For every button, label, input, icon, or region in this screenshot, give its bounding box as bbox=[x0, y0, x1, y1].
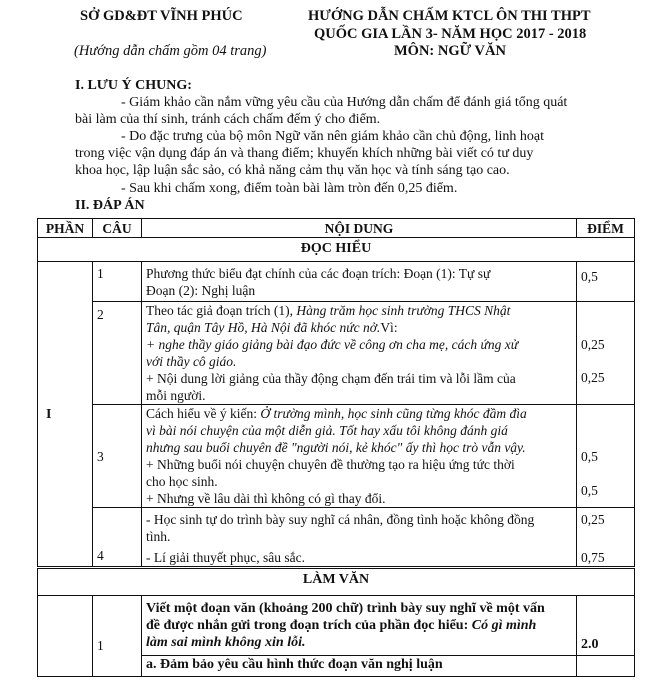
content-line: Đoạn (2): Nghị luận bbox=[146, 283, 256, 298]
section-title-reading: ĐỌC HIỂU bbox=[38, 238, 635, 262]
score-value: 0,25 bbox=[581, 370, 605, 385]
question-content bbox=[142, 405, 577, 508]
note2-line1: - Do đặc trưng của bộ môn Ngữ văn nên giám khảo cần chủ động, linh hoạt bbox=[121, 129, 545, 144]
content-line: vì bài nói chuyện của một diễn giả. Tốt hay xấu tôi không đánh giá bbox=[146, 423, 508, 438]
content-line: Phương thức biểu đạt chính của các đoạn trích: Đoạn (1): Tự sự bbox=[146, 266, 491, 281]
section-row-reading bbox=[38, 238, 635, 262]
content-quote: Hàng trăm học sinh trường THCS Nhật bbox=[296, 303, 511, 318]
note1-line1: - Giám khảo cần nắm vững yêu cầu của Hướng dẫn chấm để đánh giá tổng quát bbox=[121, 95, 568, 110]
content-line: + nghe thầy giáo giảng bài đạo đức về công ơn cha mẹ, cách ứng xử bbox=[146, 337, 519, 352]
table-row bbox=[38, 508, 635, 568]
question-content bbox=[142, 262, 577, 302]
question-number: 1 bbox=[93, 596, 142, 677]
question-content bbox=[142, 508, 577, 568]
doc-title-line2: QUỐC GIA LẦN 3- NĂM HỌC 2017 - 2018 bbox=[314, 26, 587, 42]
question-number: 1 bbox=[93, 262, 142, 302]
score-cell: 0,5 bbox=[577, 262, 635, 302]
content-line: + Những buổi nói chuyện chuyên đề thường tạo ra hiệu ứng tức thời bbox=[146, 457, 515, 472]
score-value: 0,5 bbox=[581, 483, 598, 498]
content-line: + Nhưng về lâu dài thì không có gì thay đổi. bbox=[146, 491, 386, 506]
col-part: PHẦN bbox=[38, 219, 93, 238]
col-score: ĐIỂM bbox=[577, 219, 635, 238]
table-row bbox=[38, 405, 635, 508]
score-cell: 2.0 bbox=[577, 596, 635, 656]
answer-heading: II. ĐÁP ÁN bbox=[75, 198, 145, 213]
part-cell bbox=[38, 596, 93, 677]
doc-title-line1: HƯỚNG DẪN CHẤM KTCL ÔN THI THPT bbox=[308, 8, 591, 24]
col-content: NỘI DUNG bbox=[142, 219, 577, 238]
note1-line2: bài làm của thí sinh, tránh cách chấm đếm ý cho điểm. bbox=[75, 112, 381, 127]
part-cell: I bbox=[38, 262, 93, 568]
answer-table bbox=[37, 218, 635, 677]
table-header-row bbox=[38, 219, 635, 238]
pages-note: (Hướng dẫn chấm gồm 04 trang) bbox=[74, 43, 267, 59]
org-name: SỞ GD&ĐT VĨNH PHÚC bbox=[80, 8, 243, 24]
content-line: - Học sinh tự do trình bày suy nghĩ cá nhân, đồng tình hoặc không đồng bbox=[146, 512, 535, 527]
section-row-writing bbox=[38, 568, 635, 596]
table-row bbox=[38, 302, 635, 405]
note2-line2: trong việc vận dụng đáp án và thang điểm; khuyến khích những bài viết có tư duy bbox=[75, 146, 534, 161]
question-content bbox=[142, 302, 577, 405]
score-cell bbox=[577, 302, 635, 405]
content-text: đề được nhắn gửi trong đoạn trích của phần đọc hiểu: bbox=[146, 618, 472, 633]
content-text: Theo tác giả đoạn trích (1), bbox=[146, 303, 297, 318]
col-question: CÂU bbox=[93, 219, 142, 238]
content-quote: Tân, quận Tây Hồ, Hà Nội đã khóc nức nở. bbox=[146, 320, 381, 335]
content-line: cho học sinh. bbox=[146, 474, 218, 489]
question-content bbox=[142, 596, 577, 656]
content-text: Cách hiểu về ý kiến: bbox=[146, 406, 261, 421]
content-quote: Có gì mình bbox=[471, 618, 537, 633]
question-number: 3 bbox=[93, 405, 142, 508]
content-line: làm sai mình không xin lỗi. bbox=[146, 635, 306, 650]
table-row bbox=[38, 262, 635, 302]
criterion-a: a. Đảm bảo yêu cầu hình thức đoạn văn nghị luận bbox=[142, 656, 577, 677]
content-line: - Lí giải thuyết phục, sâu sắc. bbox=[146, 550, 305, 565]
score-value: 0,5 bbox=[581, 449, 598, 464]
score-value: 0,75 bbox=[581, 550, 605, 565]
section-title-writing: LÀM VĂN bbox=[38, 568, 635, 596]
content-quote: Ở trường mình, học sinh cũng từng khóc đầm đìa bbox=[260, 406, 527, 421]
content-line: tình. bbox=[146, 529, 171, 544]
score-value: 0,25 bbox=[581, 512, 605, 527]
note2-line3: khoa học, lập luận sắc sảo, có khả năng cảm thụ văn học và tính sáng tạo cao. bbox=[75, 163, 510, 178]
score-cell bbox=[577, 405, 635, 508]
content-line: nhưng sau buổi chuyên đề "người nói, kẻ khóc" ấy thì học trò vẫn vậy. bbox=[146, 440, 526, 455]
question-number: 4 bbox=[93, 508, 142, 568]
content-line: mỗi người. bbox=[146, 388, 206, 403]
general-heading: I. LƯU Ý CHUNG: bbox=[75, 78, 192, 93]
note3: - Sau khi chấm xong, điểm toàn bài làm tròn đến 0,25 điểm. bbox=[121, 181, 458, 196]
score-cell bbox=[577, 508, 635, 568]
score-cell bbox=[577, 656, 635, 677]
content-line: với thầy cô giáo. bbox=[146, 354, 237, 369]
content-text: Vì: bbox=[380, 320, 398, 335]
score-value: 0,25 bbox=[581, 337, 605, 352]
table-row bbox=[38, 596, 635, 656]
question-number: 2 bbox=[93, 302, 142, 405]
content-line: + Nội dung lời giảng của thầy động chạm đến trái tim và lỗi lầm của bbox=[146, 371, 516, 386]
subject-label: MÔN: NGỮ VĂN bbox=[394, 43, 506, 59]
content-line: Viết một đoạn văn (khoảng 200 chữ) trình bày suy nghĩ về một vấn bbox=[146, 601, 545, 616]
